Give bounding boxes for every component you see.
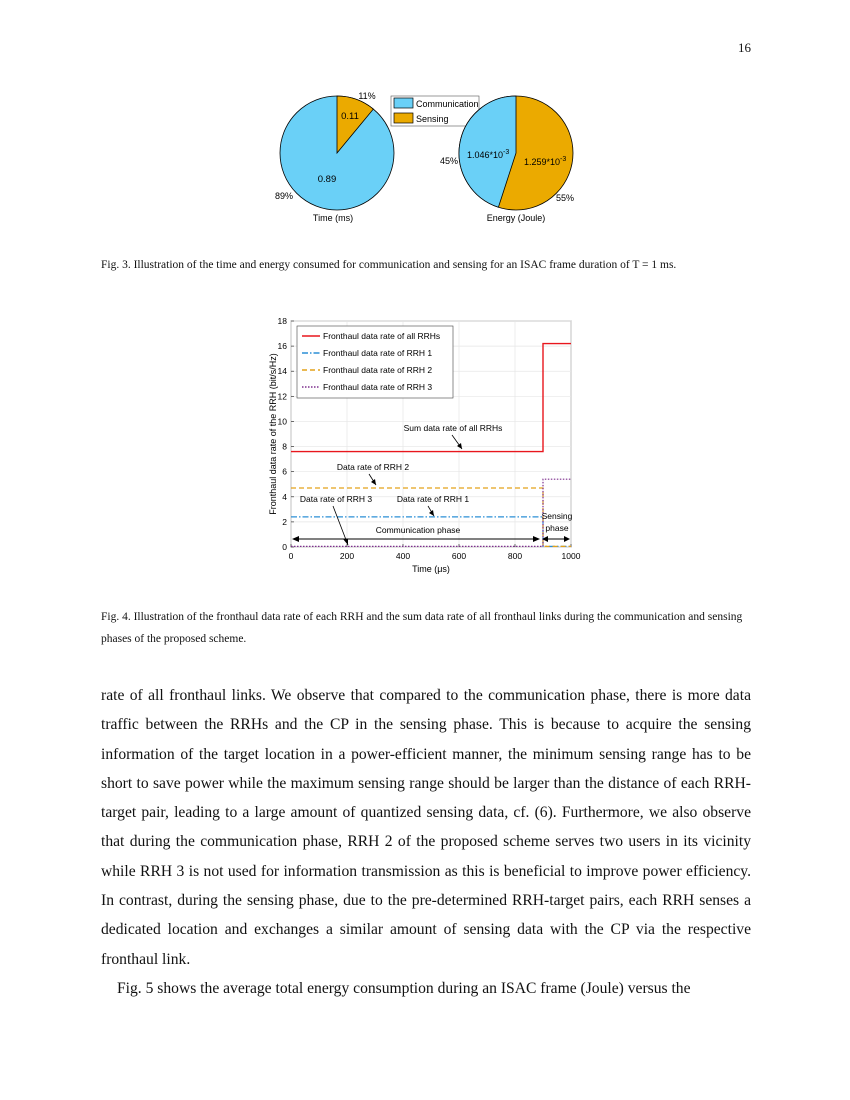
figure-4-canvas [0, 308, 850, 583]
annotation-rrh1: Data rate of RRH 1 [396, 494, 470, 504]
annotation-rrh3: Data rate of RRH 3 [299, 494, 373, 504]
sensing-phase-label-line1: Sensing [541, 511, 573, 521]
y-tick-label: 14 [277, 366, 287, 377]
figure-4 [0, 308, 850, 583]
figure-4-caption: Fig. 4. Illustration of the fronthaul data rate of each RRH and the sum data rate of all fronthaul links during the communication and sensing phases of the proposed scheme. [101, 611, 743, 645]
y-tick-label: 4 [282, 491, 287, 502]
body-paragraph-1: rate of all fronthaul links. We observe that compared to the communication phase, there is more data traffic between the RRHs and the CP in the sensing phase. This is because to acquire the sensing information of the target location in a power-efficient manner, the minimum sensing range has to be short to save power while the maximum sensing range should be larger than the distance of each RRH-target pair, leading to a large amount of quantized sensing data, cf. (6). Furthermore, we also observe that during the communication phase, RRH 2 of the proposed scheme serves two users in its vicinity while RRH 3 is not used for information transmission as this is beneficial to improve power efficiency. In contrast, during the sensing phase, due to the pre-determined RRH-target pairs, each RRH senses a dedicated location and exchanges a similar amount of sensing data with the CP via the respective fronthaul link. [101, 687, 751, 968]
energy-pie-xlabel: Energy (Joule) [486, 213, 546, 223]
x-tick-label: 400 [395, 551, 411, 561]
legend-label-1: Fronthaul data rate of RRH 1 [323, 348, 433, 358]
x-tick-label: 0 [288, 551, 294, 561]
legend-label-2: Fronthaul data rate of RRH 2 [323, 365, 433, 375]
y-tick-label: 6 [282, 466, 287, 477]
body-text [101, 681, 751, 1003]
chart-xlabel: Time (μs) [412, 564, 450, 574]
time-pie-sensing-value: 0.11 [341, 111, 359, 122]
y-tick-label: 8 [282, 441, 287, 452]
time-pie-communication-percent: 89% [274, 191, 294, 201]
energy-pie-communication-percent: 45% [439, 156, 459, 166]
sensing-phase-label-line2: phase [545, 523, 569, 533]
x-tick-label: 600 [451, 551, 467, 561]
chart-ylabel: Fronthaul data rate of the RRH (bit/s/Hz) [268, 353, 278, 515]
figure-3-canvas [0, 78, 850, 238]
body-paragraph-2: Fig. 5 shows the average total energy consumption during an ISAC frame (Joule) versus the [117, 979, 691, 997]
energy-pie-sensing-value: $1.259*10^{-3}$ [524, 156, 567, 167]
communication-phase-label: Communication phase [375, 525, 461, 535]
energy-pie-sensing-percent: 55% [555, 193, 575, 203]
x-tick-label: 800 [507, 551, 523, 561]
time-pie-communication-value: 0.89 [317, 174, 337, 185]
y-tick-label: 12 [277, 391, 287, 402]
x-tick-label: 1000 [561, 551, 581, 561]
figure-3 [0, 78, 850, 238]
annotation-rrh2: Data rate of RRH 2 [336, 462, 410, 472]
legend-communication-swatch [394, 98, 413, 108]
y-tick-label: 0 [282, 542, 287, 552]
legend-sensing-label: Sensing [416, 114, 449, 124]
legend-label-0: Fronthaul data rate of all RRHs [323, 331, 441, 341]
y-tick-label: 2 [282, 516, 287, 527]
page-number: 16 [738, 40, 751, 55]
legend-label-3: Fronthaul data rate of RRH 3 [323, 382, 433, 392]
figure-3-caption: Fig. 3. Illustration of the time and energy consumed for communication and sensing for an ISAC frame duration of T = 1 ms. [101, 259, 677, 271]
legend-sensing-swatch [394, 113, 413, 123]
legend-communication-label: Communication [416, 99, 479, 109]
energy-pie-communication-value: $1.046*10^{-3}$ [467, 149, 510, 160]
x-tick-label: 200 [339, 551, 355, 561]
time-pie-sensing-percent: 11% [358, 91, 376, 101]
time-pie-xlabel: Time (ms) [312, 213, 354, 223]
y-tick-label: 16 [277, 341, 287, 352]
annotation-sum-rate: Sum data rate of all RRHs [403, 423, 503, 433]
y-tick-label: 10 [277, 416, 287, 427]
y-tick-label: 18 [277, 316, 287, 326]
